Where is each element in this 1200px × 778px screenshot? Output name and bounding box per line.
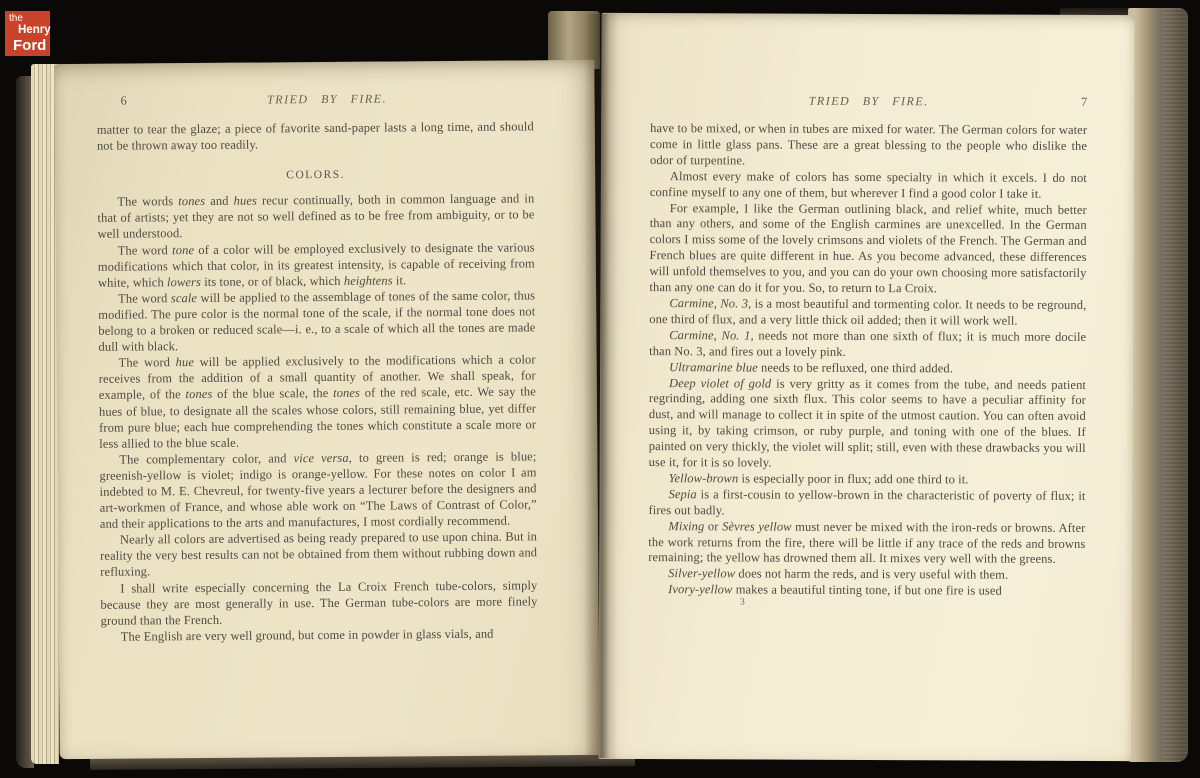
gutter-shadow — [584, 14, 618, 758]
paragraph: Yellow-brown is especially poor in flux; add one third to it. — [668, 471, 969, 487]
signature-mark: 3 — [740, 597, 745, 608]
paragraph: Mixing or Sèvres yellow must never be mixed with the iron-reds or browns. After the work returns from the fire, there will be little if any trace of the reds and browns remaining; the yellow has drowned them all. It mixes very well with the greens. — [648, 518, 1086, 567]
left-page-number: 6 — [120, 93, 127, 108]
paragraph: The word scale will be applied to the assemblage of tones of the same color, thus modified. The pure color is the normal tone of the scale, if the normal tone does not belong to a broken or reduced scale—i. e., to a scale of which all the tones are made dull with black. — [98, 288, 536, 354]
paragraph: The complementary color, and vice versa, to green is red; orange is blue; greenish-yellow is violet; indigo is orange-yellow. For these notes on color I am indebted to M. E. Chevreul, for twenty-five years a lecturer before the designers and art-workmen of France, and whose able work on “The Laws of Contrast of Color,” and their applications to the arts and manufactures, I most cordially recommend. — [99, 449, 537, 531]
paragraph: Almost every make of colors has some specialty in which it excels. I do not confine myself to any one of them, but wherever I find a good color I take it. — [649, 168, 1087, 201]
henry-ford-logo — [5, 11, 50, 56]
left-page-header — [97, 90, 534, 108]
paragraph: The word tone of a color will be employed exclusively to designate the various modifications which that color, in its greatest intensity, is capable of receiving from white, which lowers its tone, or of black, which heightens it. — [97, 239, 535, 290]
paragraph: Deep violet of gold is very gritty as it comes from the tube, and needs patient regrinding, adding one sixth flux. This color seems to have a peculiar affinity for dust, and will manage to collect it in spite of the utmost caution. You can often avoid using it, by taking crimson, or ruby purple, and toning with one of the blues. If painted on very thickly, the violet will split; still, even with these drawbacks you will use it, for it is so lovely. — [648, 375, 1087, 470]
paragraph: Sepia is a first-cousin to yellow-brown in the characteristic of poverty of flux; it fires out badly. — [648, 486, 1086, 518]
paragraph: Nearly all colors are advertised as being ready prepared to use upon china. But in reality the very best results can not be obtained from them without rubbing down and refluxing. — [100, 529, 538, 580]
right-page-header — [650, 93, 1087, 110]
right-page-number: 7 — [1080, 94, 1088, 109]
right-page-body — [648, 121, 1087, 600]
logo-word-the: the — [9, 13, 23, 24]
left-page — [54, 60, 599, 759]
book-cover-cloth — [1162, 8, 1188, 762]
paragraph: The words tones and hues recur continually, both in common language and in that of artists; yet they are not so well defined as to be free from ambiguity, or to be well understood. — [97, 191, 535, 242]
left-page-body — [97, 118, 538, 644]
paragraph: Carmine, No. 3, is a most beautiful and tormenting color. It needs to be reground, one third of flux, and a very little thick oil added; then it will work well. — [649, 296, 1087, 328]
book-cover-right — [1128, 8, 1188, 762]
left-running-title: TRIED BY FIRE. — [267, 91, 388, 107]
paragraph: The English are very well ground, but come in powder in glass vials, and — [120, 626, 494, 644]
paragraph: Ivory-yellow makes a beautiful tinting tone, if but one fire is used — [668, 582, 1002, 598]
logo-word-henry: Henry — [18, 24, 51, 36]
paragraph: Ultramarine blue needs to be refluxed, one third added. — [669, 359, 954, 375]
paragraph: matter to tear the glaze; a piece of favorite sand-paper lasts a long time, and should not be thrown away too readily. — [96, 119, 534, 153]
paragraph: have to be mixed, or when in tubes are mixed for water. The German colors for water come in little glass pans. These are a great blessing to the people who dislike the odor of turpentine. — [649, 121, 1088, 168]
right-running-title: TRIED BY FIRE. — [808, 93, 929, 109]
logo-word-ford: Ford — [13, 36, 47, 54]
paragraph: I shall write especially concerning the La Croix French tube-colors, simply because they are most generally in use. The German tube-colors are more finely ground than the French. — [100, 577, 538, 628]
paragraph: Silver-yellow does not harm the reds, and is very useful with them. — [668, 566, 1009, 582]
paragraph: For example, I like the German outlining black, and relief white, much better than any others, and some of the English carmines are unexcelled. In the German colors I miss some of the lovely crimsons and violets of the French. The German and French blues are quite different in hue. As you become advanced, these differences will unfold themselves to you, and you can do your own choosing more satisfactorily than any one can do it for you. So, to return to La Croix. — [649, 200, 1087, 296]
right-page — [598, 13, 1134, 761]
paragraph: The word hue will be applied exclusively to the modifications which a color receives from the addition of a small quantity of another. We shall speak, for example, of the tones of the blue scale, the tones of the red scale, etc. We say the hues of blue, to designate all the scales whose colors, still remaining blue, yet differ from pure blue; each hue comprehending the tones which constitute a scale more or less allied to the blue scale. — [98, 352, 537, 451]
section-heading: COLORS. — [286, 169, 346, 182]
paragraph: Carmine, No. 1, needs not more than one sixth of flux; it is much more docile than No. 3, and fires out a lovely pink. — [649, 327, 1087, 359]
